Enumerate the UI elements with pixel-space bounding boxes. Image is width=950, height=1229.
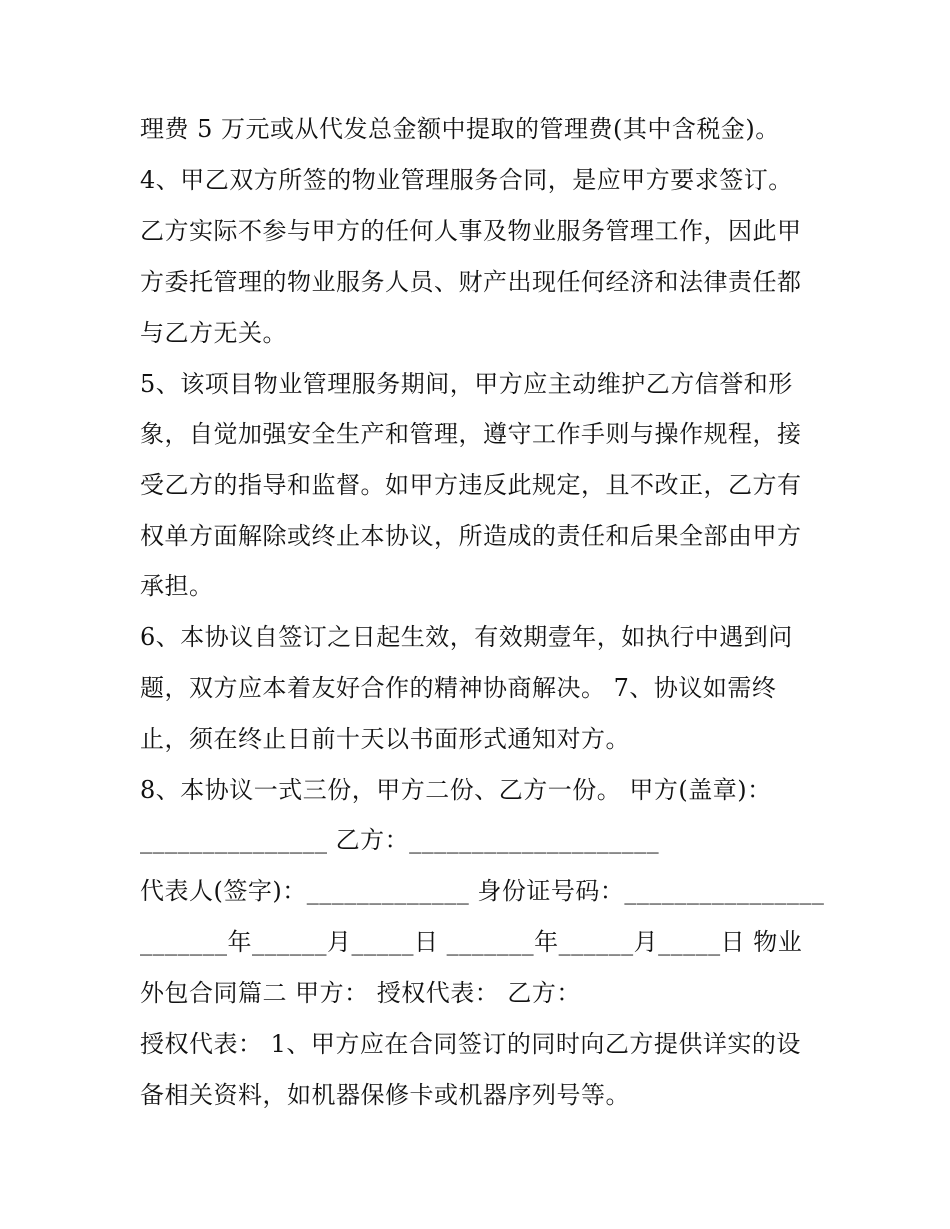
text-line: 承担。 <box>140 572 214 600</box>
text-line: 备相关资料，如机器保修卡或机器序列号等。 <box>140 1081 630 1109</box>
signature-line: _______________ 乙方：____________________ <box>140 826 660 854</box>
text-line: 与乙方无关。 <box>140 319 287 347</box>
text-line: 授权代表： 1、甲方应在合同签订的同时向乙方提供详实的设 <box>140 1030 801 1058</box>
text-line: 5、该项目物业管理服务期间，甲方应主动维护乙方信誉和形 <box>140 370 793 398</box>
text-line: 乙方实际不参与甲方的任何人事及物业服务管理工作，因此甲 <box>140 217 802 245</box>
text-line: 4、甲乙双方所签的物业管理服务合同，是应甲方要求签订。 <box>140 166 793 194</box>
text-line: 止，须在终止日前十天以书面形式通知对方。 <box>140 725 630 753</box>
text-line: 6、本协议自签订之日起生效，有效期壹年，如执行中遇到问 <box>140 623 793 651</box>
text-line: 象，自觉加强安全生产和管理，遵守工作手则与操作规程，接 <box>140 420 802 448</box>
text-line: 题，双方应本着友好合作的精神协商解决。 7、协议如需终 <box>140 674 777 702</box>
text-line: 8、本协议一式三份，甲方二份、乙方一份。 甲方(盖章)： <box>140 776 772 804</box>
date-line: _______年______月_____日 _______年______月_____日 物业 <box>140 928 803 956</box>
text-line: 权单方面解除或终止本协议，所造成的责任和后果全部由甲方 <box>140 522 802 550</box>
text-line: 理费 5 万元或从代发总金额中提取的管理费(其中含税金)。 <box>140 115 780 143</box>
text-line: 方委托管理的物业服务人员、财产出现任何经济和法律责任都 <box>140 268 802 296</box>
text-line: 外包合同篇二 甲方： 授权代表： 乙方： <box>140 979 581 1007</box>
text-line: 受乙方的指导和监督。如甲方违反此规定，且不改正，乙方有 <box>140 471 802 499</box>
signature-line: 代表人(签字)：_____________ 身份证号码：________________ <box>140 877 825 905</box>
